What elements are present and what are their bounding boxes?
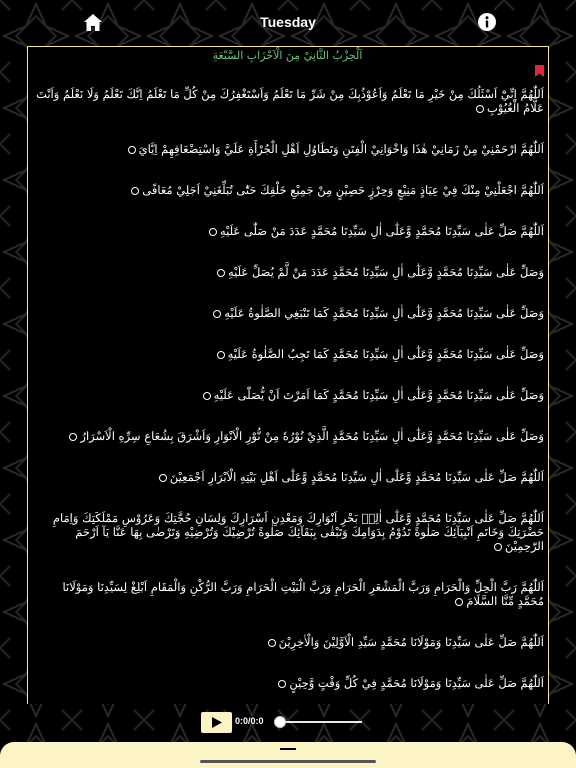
verse-end-marker-icon bbox=[278, 680, 286, 688]
verse-text: وَصَلِّ عَلٰى سَيِّدِنَا مُحَمَّدٍ وَّعَلٰٓى اٰلِ سَيِّدِنَا مُحَمَّدٍ كَمَا تَنْبَغِي الصَّلٰوةُ عَلَيْهِ bbox=[224, 306, 544, 320]
verse-item[interactable] bbox=[34, 224, 544, 238]
verse-end-marker-icon bbox=[268, 639, 276, 647]
verse-item[interactable] bbox=[34, 183, 544, 197]
bookmark-icon[interactable] bbox=[535, 65, 544, 77]
verse-text: وَصَلِّ عَلٰى سَيِّدِنَا مُحَمَّدٍ وَّعَلٰٓى اٰلِ سَيِّدِنَا مُحَمَّدٍ عَدَدَ مَنْ لَّمْ يُصَلِّ عَلَيْهِ bbox=[227, 265, 544, 279]
verse-item[interactable] bbox=[34, 142, 544, 156]
verse-item[interactable] bbox=[34, 388, 544, 402]
verse-end-marker-icon bbox=[131, 187, 139, 195]
verse-item[interactable] bbox=[34, 306, 544, 320]
dua-reading-panel[interactable] bbox=[27, 46, 549, 704]
verse-end-marker-icon bbox=[213, 310, 221, 318]
home-indicator bbox=[200, 760, 376, 763]
info-button[interactable] bbox=[476, 11, 498, 33]
section-title: اَلْحِزْبُ الثَّانِيْ مِنَ الْاَحْزَابِ السَّبْعَةِ bbox=[212, 49, 363, 62]
verse-item[interactable] bbox=[34, 635, 544, 649]
verse-item[interactable] bbox=[34, 429, 544, 443]
info-icon bbox=[476, 11, 498, 33]
verse-end-marker-icon bbox=[69, 433, 77, 441]
play-icon bbox=[212, 717, 222, 728]
seek-track[interactable] bbox=[280, 721, 362, 723]
verse-text: اَللّٰهُمَّ صَلِّ عَلٰى سَيِّدِنَا وَمَوْلَانَا مُحَمَّدٍ فِيْ كُلِّ وَقْتٍ وَّحِيْنٍ bbox=[289, 676, 544, 690]
verse-text: اَللّٰهُمَّ صَلِّ عَلٰى سَيِّدِنَا مُحَمَّدٍ وَّعَلٰٓى اٰلِ سَيِّدِنَا مُحَمَّدٍ وَّعَلٰٓى اَهْلِ بَيْتِهِ الْاَبْرَارِ اَجْمَعِيْنَ bbox=[169, 470, 544, 484]
verse-text: وَصَلِّ عَلٰى سَيِّدِنَا مُحَمَّدٍ وَّعَلٰٓى اٰلِ سَيِّدِنَا مُحَمَّدٍ كَمَا اَمَرْتَ اَنْ يُّصَلّٰى عَلَيْهِ bbox=[213, 388, 544, 402]
verse-item[interactable] bbox=[34, 580, 544, 608]
verse-item[interactable] bbox=[34, 470, 544, 484]
verse-item[interactable] bbox=[34, 347, 544, 361]
verse-end-marker-icon bbox=[455, 598, 463, 606]
verse-text: اَللّٰهُمَّ صَلِّ عَلٰى سَيِّدِنَا مُحَمَّدٍ وَّعَلٰٓى اٰلِ سَيِّدِنَا مُحَمَّدٍ عَدَدَ مَنْ صَلّٰى عَلَيْهِ bbox=[219, 224, 544, 238]
verse-end-marker-icon bbox=[217, 269, 225, 277]
verse-text: اَللّٰهُمَّ صَلِّ عَلٰى سَيِّدِنَا وَمَوْلَانَا مُحَمَّدٍ سَيِّدِ الْاَوَّلِيْنَ وَالْاٰخِرِيْنَ bbox=[278, 635, 544, 649]
verse-end-marker-icon bbox=[159, 474, 167, 482]
verse-text: اَللّٰهُمَّ رَبَّ الْحِلِّ وَالْحَرَامِ وَرَبَّ الْمَشْعَرِ الْحَرَامِ وَرَبَّ الْبَيْتِ الْحَرَامِ وَرَبَّ الرُّكْنِ وَالْمَقَامِ اَبْلِغْ لِسَيِّدِنَا وَمَوْلَانَا مُحَمَّدٍ مِّنَّا السَّلَامَ bbox=[62, 580, 544, 608]
verse-text: اَللّٰهُمَّ ارْحَمْنِيْ مِنْ زَمَانِيْ هٰذَا وَاخْوَانِيْ الْفِتَنِ وَتَطَاوُلِ اَهْلِ الْجُرْأَةِ عَلَيَّ وَاسْتِضْعَافِهِمْ اِيَّايَ bbox=[138, 142, 544, 156]
page-title: Tuesday bbox=[260, 14, 316, 30]
sheet-drag-handle[interactable] bbox=[280, 748, 296, 750]
verse-end-marker-icon bbox=[203, 392, 211, 400]
audio-player bbox=[0, 704, 576, 742]
verse-end-marker-icon bbox=[494, 543, 502, 551]
verse-text: اَللّٰهُمَّ اجْعَلْنِيْ مِنْكَ فِيْ عِيَاذٍ مَنِيْعٍ وَحِرْزٍ حَصِيْنٍ مِنْ جَمِيْعِ خَلْقِكَ حَتّٰى تُبَلِّغَنِيْ اَجَلِيْ مُعَافًى bbox=[142, 183, 544, 197]
verse-end-marker-icon bbox=[217, 351, 225, 359]
verse-item[interactable] bbox=[34, 676, 544, 690]
top-bar bbox=[0, 0, 576, 46]
verse-item[interactable] bbox=[34, 265, 544, 279]
verse-end-marker-icon bbox=[209, 228, 217, 236]
verse-end-marker-icon bbox=[128, 146, 136, 154]
verse-end-marker-icon bbox=[476, 105, 484, 113]
verse-text: اَللّٰهُمَّ صَلِّ عَلٰى سَيِّدِنَا مُحَمَّدٍ وَّعَلٰٓى اٰلِهٖ بَحْرِ اَنْوَارِكَ وَمَعْدِنِ اَسْرَارِكَ وَلِسَانِ حُجَّتِكَ وَعَرُوْسِ مَمْلَكَتِكَ وَاِمَامِ حَضْرَتِكَ وَخَاتَمِ اَنْبِيَآئِكَ صَلٰوةً تَدُوْمُ بِدَوَامِكَ وَتَبْقٰى بِبَقَآئِكَ صَلٰوةً تُرْضِيْكَ وَتُرْضِيْهِ وَتَرْضٰى بِهَا عَنَّا يَآ اَرْحَمَ الرّٰحِمِيْنَ bbox=[52, 511, 544, 553]
verse-item[interactable] bbox=[34, 511, 544, 553]
verse-text: وَصَلِّ عَلٰى سَيِّدِنَا مُحَمَّدٍ وَّعَلٰٓى اٰلِ سَيِّدِنَا مُحَمَّدٍ كَمَا تَجِبُ الصَّلٰوةُ عَلَيْهِ bbox=[227, 347, 544, 361]
bottom-sheet[interactable] bbox=[0, 742, 576, 768]
verse-list bbox=[34, 87, 544, 704]
seek-slider-thumb[interactable] bbox=[274, 716, 286, 728]
playback-time: 0:0/0:0 bbox=[235, 716, 264, 726]
play-button[interactable] bbox=[201, 712, 232, 733]
verse-text: اَللّٰهُمَّ اِنِّيْٓ اَسْئَلُكَ مِنْ خَيْرِ مَا تَعْلَمُ وَاَعُوْذُبِكَ مِنْ شَرِّ مَا تَعْلَمُ وَاَسْتَغْفِرُكَ مِنْ كُلِّ مَا تَعْلَمُ اِنَّكَ تَعْلَمُ وَلَا نَعْلَمُ وَاَنْتَ عَلَّامُ الْغُيُوْبِ bbox=[36, 87, 544, 115]
verse-text: وَصَلِّ عَلٰى سَيِّدِنَا مُحَمَّدٍ وَّعَلٰٓى اٰلِ سَيِّدِنَا مُحَمَّدٍ الَّذِيْ نُوْرُهٗ مِنْ نُّوْرِ الْاَنْوَارِ وَاَشْرَقَ بِشُعَاعِ سِرِّهِ الْاَسْرَارُ bbox=[80, 429, 544, 443]
verse-item[interactable] bbox=[34, 87, 544, 115]
